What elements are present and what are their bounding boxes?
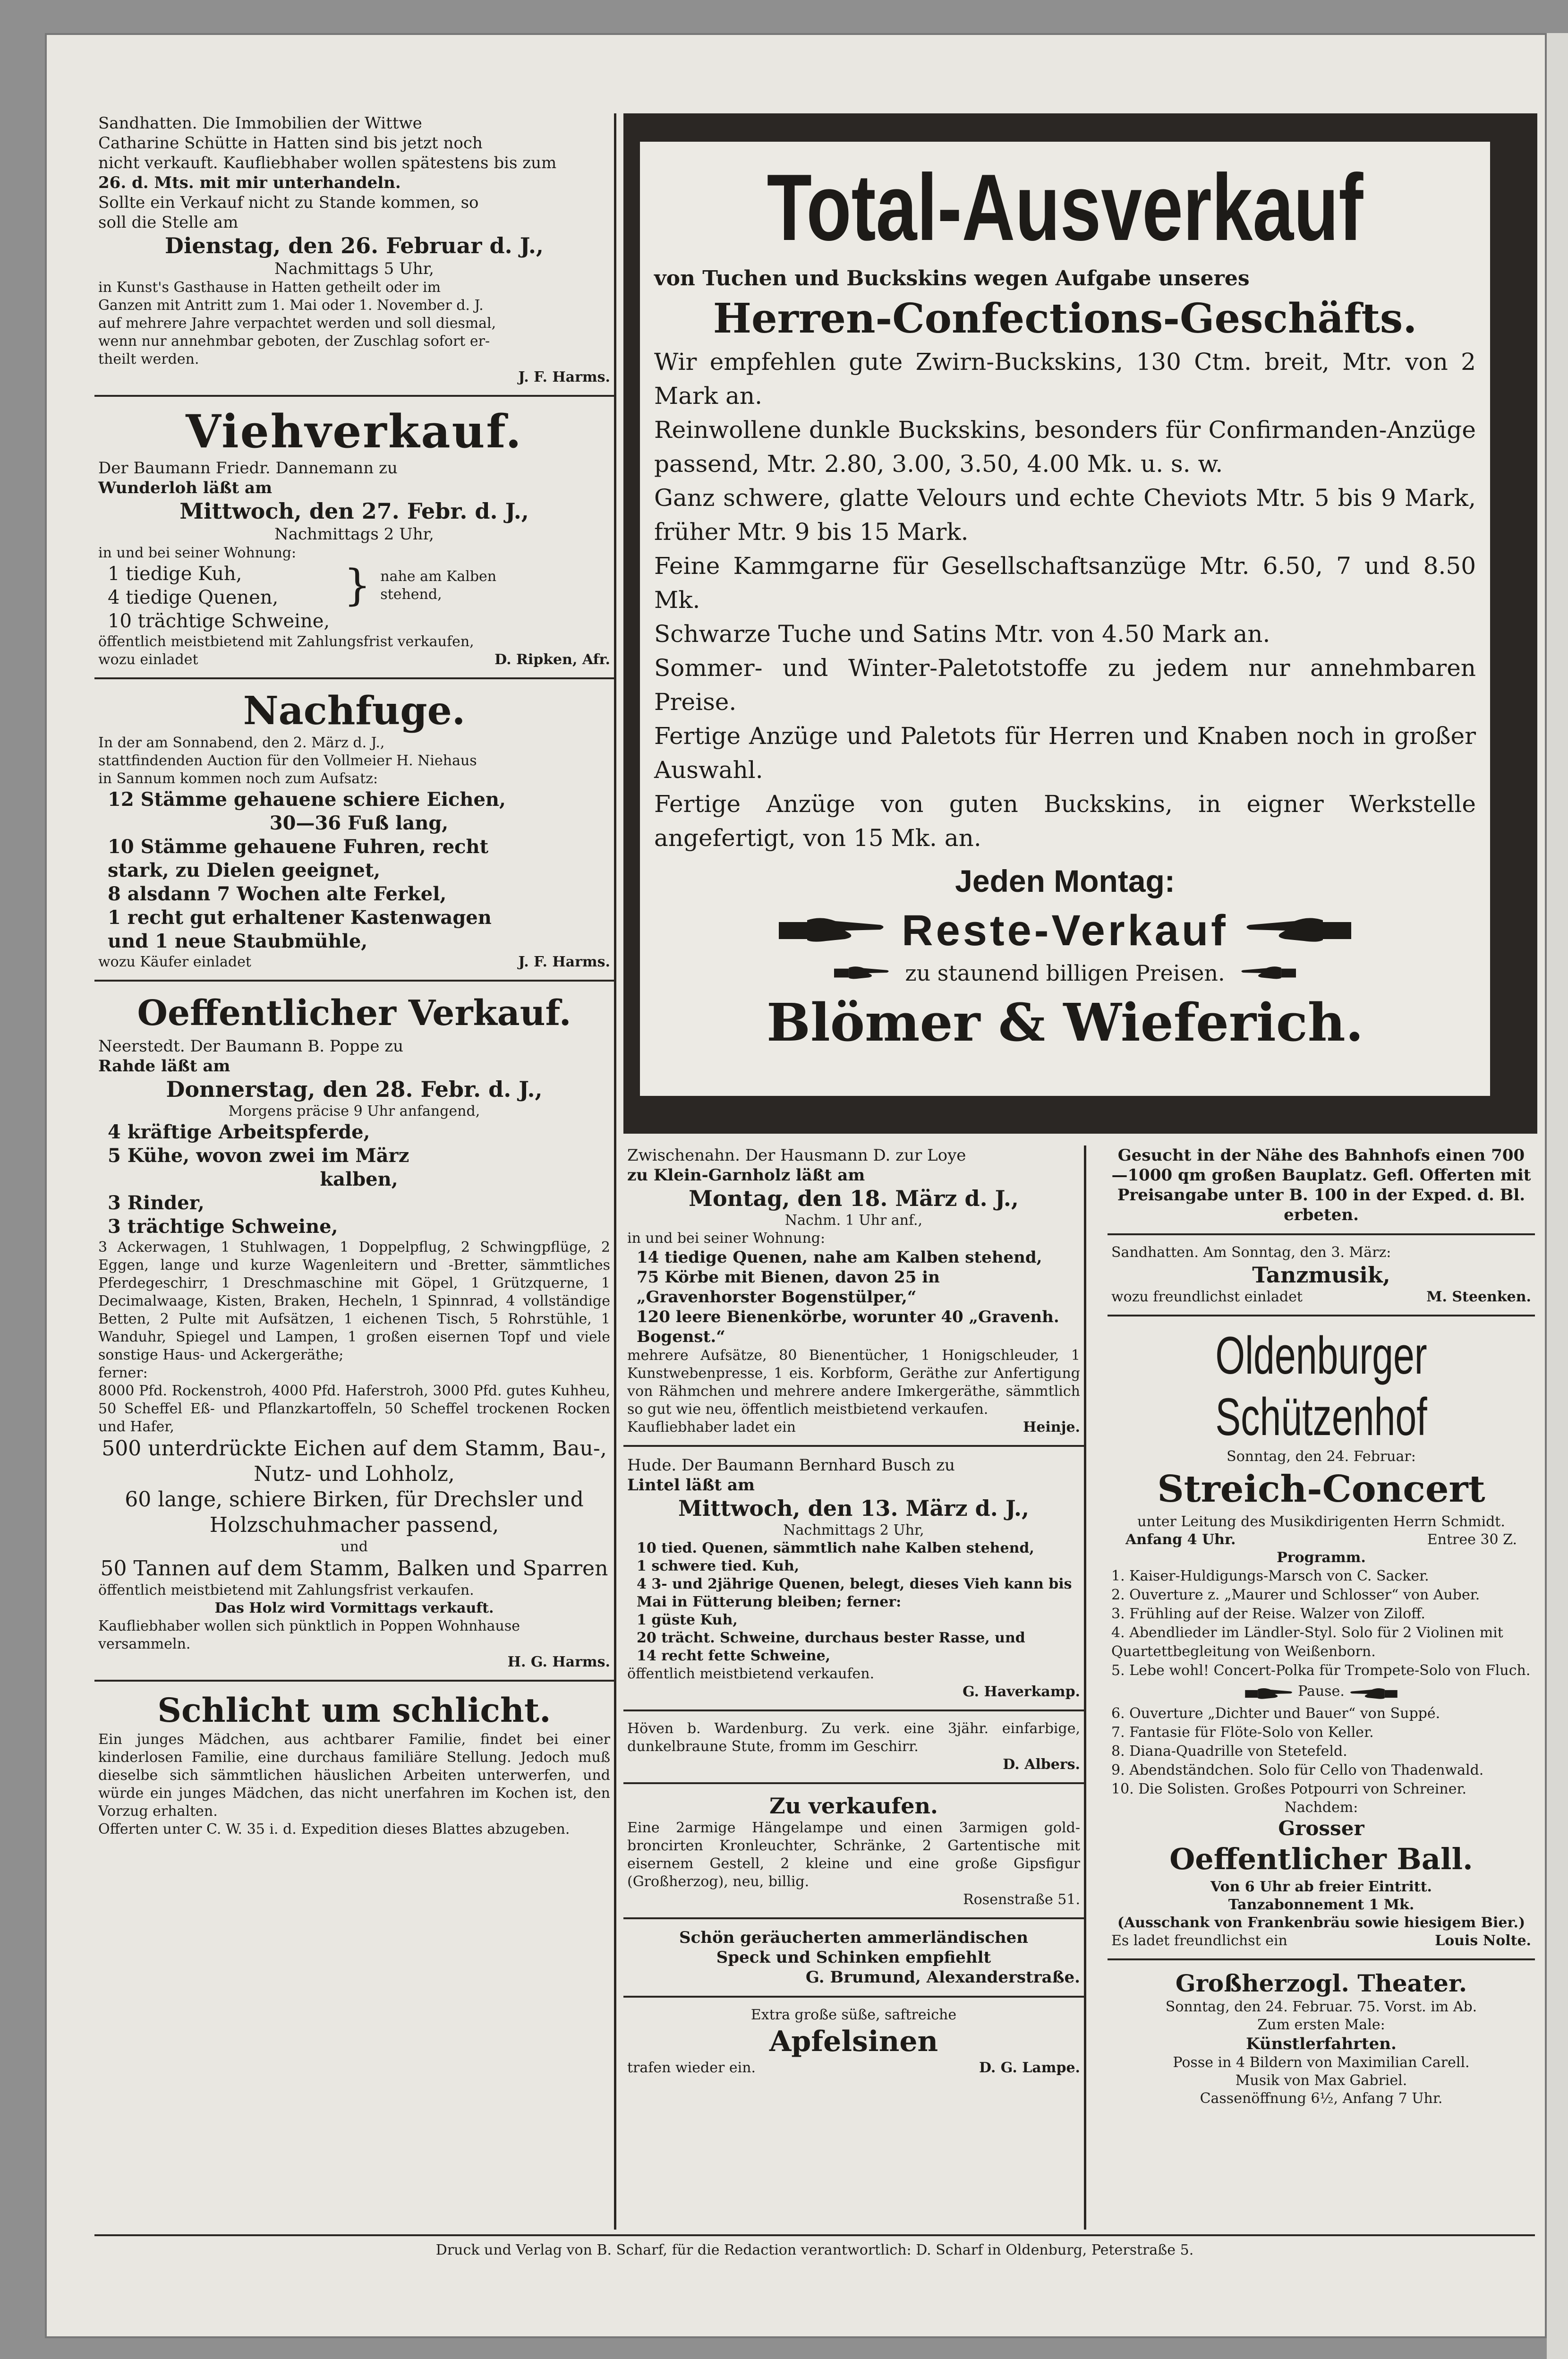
ad-text-line: auf mehrere Jahre verpachtet werden und soll diesmal, [98, 315, 496, 332]
ad-hude [623, 1455, 1084, 1711]
program-item: 2. Ouverture z. „Maurer und Schlosser“ von Auber. [1111, 1587, 1480, 1603]
ad-item: 4 tiedige Quenen, [108, 587, 279, 608]
ad-body: 60 lange, schiere Birken, für Drechsler und Holzschuhmacher passend, [125, 1487, 584, 1537]
ad-text-line: Der Baumann Friedr. Dannemann zu [98, 459, 398, 478]
ad-signature: G. Haverkamp. [963, 1684, 1080, 1700]
ad-item: 1 schwere tied. Kuh, [637, 1558, 800, 1574]
ad-footer-row [1111, 1932, 1531, 1950]
ad-schuetzenhof [1108, 1325, 1535, 1960]
ad-signature: Louis Nolte. [1435, 1932, 1531, 1949]
program-item: 5. Lebe wohl! Concert-Polka für Trompete-Solo von Fluch. [1111, 1662, 1531, 1679]
ad-text-line: wenn nur annehmbar geboten, der Zuschlag sofort er- [98, 333, 490, 350]
ad-item: 30—36 Fuß lang, [269, 812, 449, 834]
ad-item: 14 recht fette Schweine, [637, 1648, 831, 1664]
pointing-hand-left-icon [1347, 1685, 1399, 1702]
ad-item: 10 tied. Quenen, sämmtlich nahe Kalben stehend, [637, 1540, 1034, 1556]
ad-apfelsinen [623, 2006, 1084, 2085]
ad-headline: Schlicht um schlicht. [157, 1691, 551, 1730]
ad-signature: D. Albers. [1003, 1756, 1080, 1773]
cheap-row [654, 959, 1476, 987]
ad-event: Streich-Concert [1157, 1468, 1485, 1511]
ad-paragraph: Schwarze Tuche und Satins Mtr. von 4.50 Mark an. [654, 620, 1270, 648]
middle-column [623, 1145, 1086, 2230]
ad-headline: Apfelsinen [769, 2025, 938, 2058]
ad-paragraph: Sommer- und Winter-Paletotstoffe zu jedem nur annehmbaren Preise. [654, 654, 1476, 716]
program-item: 1. Kaiser-Huldigungs-Marsch von C. Sacker. [1111, 1568, 1429, 1584]
ad-headline: Zu verkaufen. [769, 1793, 938, 1819]
ad-text-line: Wunderloh läßt am [98, 479, 273, 497]
ad-footer-row [627, 2059, 1080, 2077]
ad-signature: J. F. Harms. [518, 954, 610, 970]
page-edge [1547, 33, 1568, 2359]
ad-text-line: Grosser [1278, 1816, 1364, 1840]
ad-text-line: 26. d. Mts. mit mir unterhandeln. [98, 173, 401, 192]
pause-row [1111, 1682, 1531, 1702]
rest-row [654, 902, 1476, 959]
ad-oeffentlicher-verkauf [94, 990, 614, 1682]
right-column [1108, 1145, 1535, 2230]
ad-item: und 1 neue Staubmühle, [108, 930, 368, 952]
ad-viehverkauf [94, 405, 614, 679]
ad-footer-row [627, 1419, 1080, 1436]
ad-address: Rosenstraße 51. [963, 1891, 1080, 1908]
ad-headline: Tanzmusik, [1252, 1262, 1390, 1288]
ad-text-line: in und bei seiner Wohnung: [98, 545, 297, 561]
ad-body: 8000 Pfd. Rockenstroh, 4000 Pfd. Haferstroh, 3000 Pfd. gutes Kuhheu, 50 Scheffel Eß- und Pflanzkartoffeln, 50 Scheffel trockenen Rocken und Hafer, [98, 1383, 610, 1435]
ad-headline: Oeffentlicher Ball. [1169, 1841, 1473, 1876]
ad-body: Ein junges Mädchen, aus achtbarer Familie, findet bei einer kinderlosen Familie, eine durchaus familiäre Stellung. Jedoch muß dieselbe sich sämmtlichen häuslichen Arbeiten unterwerfen, und würde ein junges Mädchen, das nicht unerfahren im Kochen ist, den Vorzug erhalten. [98, 1731, 610, 1820]
ad-text-line: öffentlich meistbietend mit Zahlungsfrist verkaufen. [98, 1582, 474, 1598]
program-title: Programm. [1277, 1549, 1366, 1566]
ad-text-line: unter Leitung des Musikdirigenten Herrn Schmidt. [1137, 1513, 1505, 1530]
ad-text-line: (Ausschank von Frankenbräu sowie hiesigem Bier.) [1117, 1914, 1525, 1931]
program-item: 3. Frühling auf der Reise. Walzer von Ziloff. [1111, 1606, 1425, 1622]
ad-nachfuge [94, 688, 614, 982]
ad-text-line: Sandhatten. Die Immobilien der Wittwe [98, 114, 422, 133]
ad-footer-row [98, 953, 610, 971]
program-item: 8. Diana-Quadrille von Stetefeld. [1111, 1743, 1347, 1760]
ad-item: 120 leere Bienenkörbe, worunter 40 „Gravenh. Bogenst.“ [637, 1308, 1059, 1346]
ad-text-line: wozu einladet [98, 651, 198, 668]
ad-footer-row [98, 651, 610, 669]
ad-text-line: Schön geräucherten ammerländischen [679, 1928, 1028, 1947]
ad-body: 50 Tannen auf dem Stamm, Balken und Sparren [100, 1556, 608, 1581]
pointing-hand-left-icon [1239, 963, 1296, 983]
ad-bauplatz-gesucht [1108, 1145, 1535, 1235]
ad-zwischenahn [623, 1145, 1084, 1447]
ad-body: 500 unterdrückte Eichen auf dem Stamm, Bau-, Nutz- und Lohholz, [102, 1436, 607, 1486]
ad-headline: Viehverkauf. [186, 405, 523, 458]
ad-text-line: Sandhatten. Am Sonntag, den 3. März: [1111, 1244, 1391, 1261]
ad-headline: Oldenburger Schützenhof [1215, 1326, 1427, 1446]
ad-text-line: öffentlich meistbietend verkaufen. [627, 1666, 875, 1682]
ad-text-line: Nachdem: [1284, 1799, 1358, 1816]
ad-total-ausverkauf [640, 142, 1490, 1096]
ad-signature: D. Ripken, Afr. [494, 651, 610, 668]
ad-schlicht-um-schlicht [94, 1690, 614, 1847]
ad-signature: M. Steenken. [1426, 1289, 1531, 1305]
pointing-hand-left-icon [1243, 912, 1351, 949]
ad-text-line: Posse in 4 Bildern von Maximilian Carell. [1173, 2054, 1470, 2071]
ad-text-line: Kaufliebhaber wollen sich pünktlich in Poppen Wohnhause versammeln. [98, 1618, 520, 1652]
ad-item: 14 tiedige Quenen, nahe am Kalben stehend, [637, 1248, 1042, 1267]
ad-time: Morgens präcise 9 Uhr anfangend, [228, 1103, 480, 1120]
ad-text-line: Kaufliebhaber ladet ein [627, 1419, 796, 1436]
ad-firm-name: Blömer & Wieferich. [766, 992, 1364, 1053]
ad-monday: Jeden Montag: [955, 863, 1175, 898]
ad-item: 12 Stämme gehauene schiere Eichen, [108, 788, 506, 811]
ad-text-line: Sollte ein Verkauf nicht zu Stande kommen, so [98, 193, 479, 212]
ad-item: 1 recht gut erhaltener Kastenwagen [108, 906, 492, 929]
ad-text-line: Cassenöffnung 6½, Anfang 7 Uhr. [1200, 2090, 1443, 2107]
ad-headline: Oeffentlicher Verkauf. [137, 993, 571, 1034]
ad-text-line: Ganzen mit Antritt zum 1. Mai oder 1. November d. J. [98, 297, 484, 314]
ad-footer-row [1111, 1288, 1531, 1306]
ad-headline: Nachfuge. [243, 688, 466, 734]
ad-text-line: Entree 30 Z. [1427, 1531, 1517, 1548]
imprint-footer: Druck und Verlag von B. Scharf, für die Redaction verantwortlich: D. Scharf in Oldenburg, Peterstraße 5. [94, 2234, 1535, 2260]
ad-text-line: trafen wieder ein. [627, 2060, 756, 2076]
ad-date: Dienstag, den 26. Februar d. J., [165, 233, 544, 258]
ad-item: 1 tiedige Kuh, [108, 563, 242, 585]
ad-date: Montag, den 18. März d. J., [689, 1186, 1019, 1211]
ad-lead: von Tuchen und Buckskins wegen Aufgabe unseres [654, 266, 1250, 291]
ad-zu-verkaufen [623, 1793, 1084, 1919]
ad-time: Nachmittags 2 Uhr, [274, 525, 434, 544]
pointing-hand-right-icon [834, 963, 891, 983]
ad-body: Höven b. Wardenburg. Zu verk. eine 3jähr. einfarbige, dunkelbraune Stute, fromm im Geschirr. [627, 1720, 1080, 1755]
ad-item-list [98, 562, 344, 609]
ad-headline: Großherzogl. Theater. [1175, 1969, 1467, 1997]
ad-text-line: nicht verkauft. Kaufliebhaber wollen spätestens bis zum [98, 154, 557, 172]
ad-text-line: in Kunst's Gasthause in Hatten getheilt oder im [98, 279, 441, 296]
ad-date: Sonntag, den 24. Februar: [1227, 1448, 1416, 1465]
ad-date: Sonntag, den 24. Februar. 75. Vorst. im Ab. [1165, 1998, 1477, 2015]
ad-text-line: Von 6 Uhr ab freier Eintritt. [1210, 1878, 1432, 1895]
program-item: 9. Abendständchen. Solo für Cello von Thadenwald. [1111, 1761, 1484, 1778]
ad-text-line: Musik von Max Gabriel. [1235, 2072, 1407, 2089]
ad-text-line: soll die Stelle am [98, 213, 239, 232]
ad-body: Offerten unter C. W. 35 i. d. Expedition dieses Blattes abzugeben. [98, 1821, 570, 1838]
ad-paragraph: Feine Kammgarne für Gesellschaftsanzüge Mtr. 6.50, 7 und 8.50 Mk. [654, 552, 1476, 614]
pause-label: Pause. [1298, 1683, 1345, 1700]
ad-time: Nachm. 1 Uhr anf., [784, 1212, 923, 1229]
ad-info-row [1111, 1531, 1531, 1549]
ad-time: Nachmittags 2 Uhr, [783, 1522, 924, 1538]
ad-text-line: zu Klein-Garnholz läßt am [627, 1166, 865, 1185]
ad-date: Mittwoch, den 27. Febr. d. J., [179, 498, 529, 524]
ad-paragraph: Fertige Anzüge von guten Buckskins, in eigner Werkstelle angefertigt, von 15 Mk. an. [654, 790, 1476, 852]
ad-date: Donnerstag, den 28. Febr. d. J., [166, 1077, 543, 1102]
ad-text-line: Das Holz wird Vormittags verkauft. [214, 1600, 494, 1616]
ad-text-line: öffentlich meistbietend mit Zahlungsfrist verkaufen, [98, 633, 474, 650]
ad-text-line: und [341, 1538, 368, 1555]
ad-item: 4 3- und 2jährige Quenen, belegt, dieses Vieh kann bis Mai in Fütterung bleiben; ferner: [637, 1576, 1072, 1610]
ad-theater [1108, 1969, 1535, 2116]
ad-paragraph: Wir empfehlen gute Zwirn-Buckskins, 130 Ctm. breit, Mtr. von 2 Mark an. [654, 348, 1476, 410]
ad-rest-sale: Reste-Verkauf [902, 906, 1228, 955]
ad-text-line: Anfang 4 Uhr. [1125, 1531, 1236, 1548]
ad-signature: Heinje. [1023, 1419, 1080, 1436]
ad-body: mehrere Aufsätze, 80 Bienentücher, 1 Honigschleuder, 1 Kunstwebenpresse, 1 eis. Korbform, Geräthe zur Anfertigung von Rähmchen und mehrere andere Imkergeräthe, sämmtlich so gut wie neu, öffentlich meistbietend verkaufen. [627, 1347, 1080, 1418]
program-item: 4. Abendlieder im Ländler-Styl. Solo für 2 Violinen mit Quartettbegleitung von Weißenborn. [1111, 1624, 1503, 1660]
ad-sandhatten-immobilien [94, 113, 614, 397]
ad-text-line: Rahde läßt am [98, 1057, 230, 1076]
ad-text-line: in Sannum kommen noch zum Aufsatz: [98, 770, 378, 787]
ad-text-line: Neerstedt. Der Baumann B. Poppe zu [98, 1037, 404, 1056]
ad-item: 1 güste Kuh, [637, 1612, 738, 1628]
program-item: 10. Die Solisten. Großes Potpourri von Schreiner. [1111, 1780, 1467, 1797]
ad-body: 3 Ackerwagen, 1 Stuhlwagen, 1 Doppelpflug, 2 Schwingpflüge, 2 Eggen, lange und kurze Wagenleitern und -Bretter, sämmtliches Pferdegeschirr, 1 Dreschmaschine mit Göpel, 1 Grützquerne, 1 Decimalwaage, Kisten, Braken, Hecheln, 1 Spinnrad, 4 vollständige Betten, 2 Pulte mit Aufsätzen, 1 eichenen Tisch, 5 Rohrstühle, 1 Wanduhr, Spiegel und Lampen, 1 großen eisernen Topf und viele sonstige Haus- und Ackergeräthe; [98, 1239, 610, 1363]
ad-signature: G. Brumund, Alexanderstraße. [805, 1968, 1080, 1987]
ad-paragraph: Reinwollene dunkle Buckskins, besonders für Confirmanden-Anzüge passend, Mtr. 2.80, 3.00, 3.50, 4.00 Mk. u. s. w. [654, 416, 1476, 478]
ad-signature: J. F. Harms. [518, 369, 610, 385]
ad-item: 3 trächtige Schweine, [108, 1215, 338, 1238]
pointing-hand-right-icon [779, 912, 887, 949]
ad-speck-schinken [623, 1928, 1084, 1998]
ad-item: 8 alsdann 7 Wochen alte Ferkel, [108, 883, 447, 905]
ad-cheap: zu staunend billigen Preisen. [905, 960, 1225, 986]
ad-tanzmusik [1108, 1244, 1535, 1316]
ad-text-line: Extra große süße, saftreiche [750, 2007, 957, 2023]
ad-text-line: Es ladet freundlichst ein [1111, 1932, 1287, 1949]
ad-text-line: Lintel läßt am [627, 1476, 755, 1495]
ad-item: 3 Rinder, [108, 1192, 205, 1214]
ad-item: 10 trächtige Schweine, [108, 610, 330, 632]
ad-item: 10 Stämme gehauene Fuhren, recht [108, 836, 489, 858]
ad-title: Künstlerfahrten. [1246, 2034, 1397, 2053]
ad-text-line: Tanzabonnement 1 Mk. [1228, 1896, 1415, 1913]
ad-text-line: Catharine Schütte in Hatten sind bis jetzt noch [98, 134, 483, 153]
ad-item-group [98, 562, 610, 609]
ad-hoeven [623, 1720, 1084, 1784]
ad-headline: Total-Ausverkauf [767, 155, 1363, 260]
ad-paragraph: Ganz schwere, glatte Velours und echte Cheviots Mtr. 5 bis 9 Mark, früher Mtr. 9 bis 15 Mark. [654, 484, 1476, 546]
ad-date: Mittwoch, den 13. März d. J., [678, 1496, 1030, 1521]
ad-item: 75 Körbe mit Bienen, davon 25 in „Gravenhorster Bogenstülper,“ [637, 1268, 940, 1307]
ad-text-line: ferner: [98, 1365, 148, 1381]
ad-time: Nachmittags 5 Uhr, [274, 259, 434, 278]
ad-paragraph: Fertige Anzüge und Paletots für Herren und Knaben noch in großer Auswahl. [654, 722, 1476, 784]
ad-text-line: stattfindenden Auction für den Vollmeier H. Niehaus [98, 752, 477, 769]
pointing-hand-right-icon [1244, 1685, 1295, 1702]
ad-body: Eine 2armige Hängelampe und einen 3armigen gold-broncirten Kronleuchter, Schränke, 2 Gartentische mit eisernem Gestell, 2 kleine und eine große Gipsfigur (Großherzog), neu, billig. [627, 1820, 1080, 1890]
ad-total-ausverkauf-frame [623, 113, 1537, 1134]
ad-item: 20 trächt. Schweine, durchaus bester Rasse, und [637, 1630, 1025, 1646]
ad-text-line: in und bei seiner Wohnung: [627, 1230, 826, 1247]
ad-text-line: wozu Käufer einladet [98, 954, 251, 970]
ad-signature: D. G. Lampe. [979, 2060, 1080, 2076]
left-column [94, 113, 616, 2230]
ad-text-line: wozu freundlichst einladet [1111, 1289, 1303, 1305]
ad-text-line: Zwischenahn. Der Hausmann D. zur Loye [627, 1146, 966, 1165]
ad-note: nahe am Kalben stehend, [380, 568, 497, 603]
program-item: 6. Ouverture „Dichter und Bauer“ von Suppé. [1111, 1705, 1440, 1722]
ad-item: 5 Kühe, wovon zwei im März [108, 1145, 409, 1167]
ad-body: Gesucht in der Nähe des Bahnhofs einen 700—1000 qm großen Bauplatz. Gefl. Offerten mit Preisangabe unter B. 100 in der Exped. d. Bl. erbeten. [1111, 1146, 1531, 1224]
ad-text-line: theilt werden. [98, 351, 199, 368]
ad-subheadline: Herren-Confections-Geschäfts. [713, 295, 1417, 342]
ad-text-line: In der am Sonnabend, den 2. März d. J., [98, 735, 385, 751]
ad-item: 4 kräftige Arbeitspferde, [108, 1121, 370, 1143]
ad-signature: H. G. Harms. [507, 1654, 610, 1670]
ad-text-line: Hude. Der Baumann Bernhard Busch zu [627, 1456, 955, 1475]
ad-item: stark, zu Dielen geeignet, [108, 859, 381, 881]
ad-item: kalben, [320, 1168, 398, 1190]
brace-icon: } [344, 561, 371, 610]
program-item: 7. Fantasie für Flöte-Solo von Keller. [1111, 1724, 1374, 1741]
ad-text-line: Speck und Schinken empfiehlt [716, 1948, 991, 1967]
ad-text-line: Zum ersten Male: [1257, 2016, 1385, 2033]
